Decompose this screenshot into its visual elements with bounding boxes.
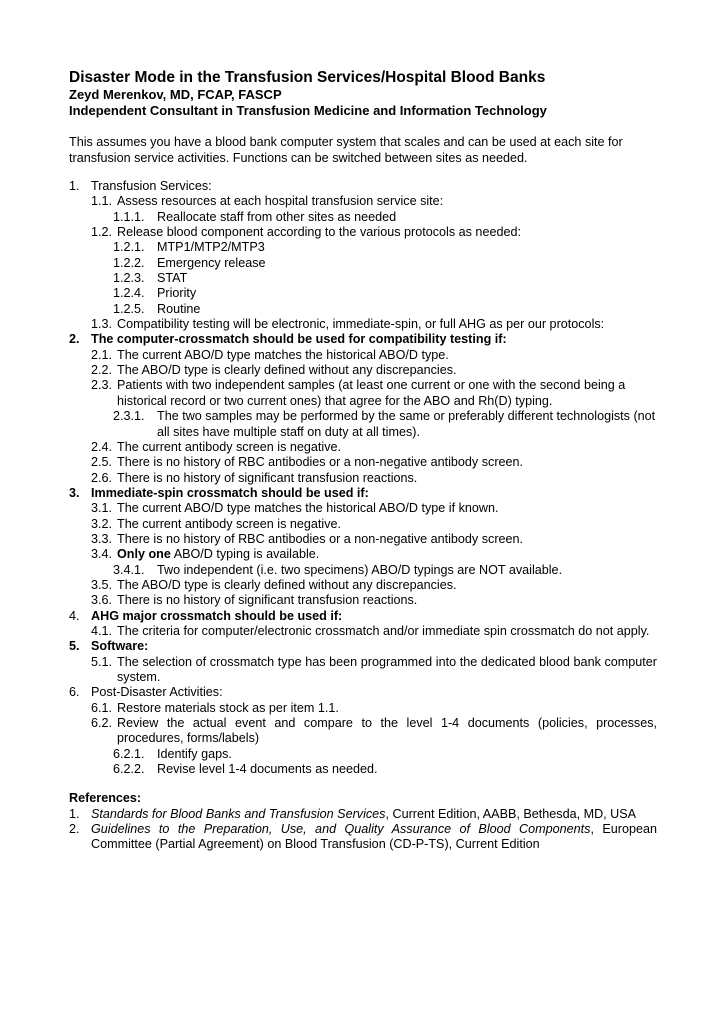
list-item bbox=[69, 593, 657, 608]
list-subitem bbox=[69, 286, 657, 301]
list-item bbox=[69, 440, 657, 455]
section-1-heading bbox=[69, 179, 657, 194]
subitem-text: Priority bbox=[157, 286, 197, 301]
item-number: 2.5. bbox=[91, 455, 113, 470]
subitem-number: 1.2.4. bbox=[113, 286, 145, 301]
item-number: 1.3. bbox=[91, 317, 113, 332]
item-number: 6.2. bbox=[91, 716, 113, 731]
subitem-number: 1.2.3. bbox=[113, 271, 145, 286]
section-2-heading bbox=[69, 332, 657, 347]
item-number: 5.1. bbox=[91, 654, 113, 669]
section-number: 1. bbox=[69, 179, 80, 193]
section-number: 2. bbox=[69, 332, 80, 347]
subitem-number: 1.1.1. bbox=[113, 209, 145, 224]
list-item bbox=[69, 225, 657, 240]
emphasis-text: Only one bbox=[117, 547, 171, 562]
document-author: Zeyd Merenkov, MD, FCAP, FASCP bbox=[69, 87, 282, 102]
document-title: Disaster Mode in the Transfusion Services/Hospital Blood Banks bbox=[69, 69, 546, 86]
section-number: 4. bbox=[69, 608, 80, 623]
item-text: Restore materials stock as per item 1.1. bbox=[117, 700, 339, 715]
item-text: There is no history of significant transfusion reactions. bbox=[117, 470, 418, 485]
section-number: 6. bbox=[69, 685, 80, 700]
list-item bbox=[69, 624, 657, 639]
item-number: 2.2. bbox=[91, 363, 113, 378]
item-text: Release blood component according to the various protocols as needed: bbox=[117, 225, 521, 240]
subitem-text: Revise level 1-4 documents as needed. bbox=[157, 762, 378, 777]
references-heading: References: bbox=[69, 791, 142, 806]
document-page bbox=[69, 68, 657, 853]
subitem-text: Two independent (i.e. two specimens) ABO/D typings are NOT available. bbox=[157, 562, 563, 577]
subitem-text: Reallocate staff from other sites as needed bbox=[157, 209, 397, 224]
item-number: 3.5. bbox=[91, 577, 113, 592]
list-item bbox=[69, 501, 657, 516]
item-text: The current antibody screen is negative. bbox=[117, 516, 342, 531]
item-text: There is no history of RBC antibodies or a non-negative antibody screen. bbox=[117, 531, 524, 546]
list-item bbox=[69, 547, 657, 562]
item-text: There is no history of significant transfusion reactions. bbox=[117, 593, 418, 608]
item-text: Compatibility testing will be electronic, immediate-spin, or full AHG as per our protocols: bbox=[117, 317, 605, 332]
subitem-text: MTP1/MTP2/MTP3 bbox=[157, 240, 265, 255]
list-item bbox=[69, 578, 657, 593]
item-text-rest: ABO/D typing is available. bbox=[170, 547, 320, 562]
list-item bbox=[69, 517, 657, 532]
item-text: Patients with two independent samples (at least one current or one with the second being a historical record or two current ones) that agree for the ABO and Rh(D) typing. bbox=[117, 378, 626, 408]
item-number: 3.1. bbox=[91, 501, 113, 516]
subitem-number: 6.2.2. bbox=[113, 762, 145, 777]
list-item bbox=[69, 194, 657, 209]
document-affiliation: Independent Consultant in Transfusion Medicine and Information Technology bbox=[69, 103, 547, 118]
list-item bbox=[69, 378, 657, 409]
section-label: AHG major crossmatch should be used if: bbox=[91, 608, 343, 623]
reference-title: Guidelines to the Preparation, Use, and Quality Assurance of Blood Components bbox=[91, 822, 591, 837]
section-label: Immediate-spin crossmatch should be used if: bbox=[91, 485, 369, 500]
subitem-number: 1.2.2. bbox=[113, 255, 145, 270]
section-label: Transfusion Services: bbox=[91, 179, 212, 193]
item-text: The current antibody screen is negative. bbox=[117, 439, 342, 454]
item-text: There is no history of RBC antibodies or a non-negative antibody screen. bbox=[117, 455, 524, 470]
reference-item bbox=[69, 807, 657, 822]
subitem-text: Identify gaps. bbox=[157, 746, 232, 761]
section-label: The computer-crossmatch should be used for compatibility testing if: bbox=[91, 332, 507, 347]
item-number: 6.1. bbox=[91, 700, 113, 715]
subitem-text: The two samples may be performed by the same or preferably different technologists (not all sites have multiple staff on duty at all times). bbox=[157, 409, 656, 439]
subitem-number: 1.2.1. bbox=[113, 240, 145, 255]
list-subitem bbox=[69, 409, 657, 440]
section-6-heading bbox=[69, 685, 657, 700]
subitem-number: 3.4.1. bbox=[113, 562, 145, 577]
list-item bbox=[69, 716, 657, 747]
subitem-text: Routine bbox=[157, 301, 201, 316]
item-number: 3.4. bbox=[91, 547, 113, 562]
subitem-text: STAT bbox=[157, 271, 188, 286]
list-subitem bbox=[69, 747, 657, 762]
item-text: The current ABO/D type matches the historical ABO/D type if known. bbox=[117, 501, 499, 516]
intro-paragraph: This assumes you have a blood bank computer system that scales and can be used at each site for transfusion service activities. Functions can be switched between sites as needed. bbox=[69, 135, 623, 165]
item-number: 2.4. bbox=[91, 439, 113, 454]
item-number: 1.1. bbox=[91, 194, 113, 209]
list-item bbox=[69, 348, 657, 363]
list-subitem bbox=[69, 210, 657, 225]
item-number: 3.2. bbox=[91, 516, 113, 531]
reference-details: , Current Edition, AABB, Bethesda, MD, USA bbox=[385, 806, 637, 821]
section-label: Software: bbox=[91, 639, 149, 654]
item-text bbox=[69, 547, 657, 562]
reference-details: , European Committee (Partial Agreement) on Blood Transfusion (CD-P-TS), Current Edition bbox=[91, 822, 657, 852]
section-label: Post-Disaster Activities: bbox=[91, 685, 223, 700]
list-subitem bbox=[69, 271, 657, 286]
reference-text bbox=[69, 807, 657, 822]
subitem-text: Emergency release bbox=[157, 255, 266, 270]
list-subitem bbox=[69, 256, 657, 271]
item-text: Review the actual event and compare to the level 1-4 documents (policies, processes, procedures, forms/labels) bbox=[117, 716, 657, 746]
item-number: 2.3. bbox=[91, 378, 113, 393]
section-number: 3. bbox=[69, 485, 80, 500]
subitem-number: 1.2.5. bbox=[113, 301, 145, 316]
list-subitem bbox=[69, 563, 657, 578]
item-number: 3.6. bbox=[91, 593, 113, 608]
item-text: The ABO/D type is clearly defined without any discrepancies. bbox=[117, 363, 457, 378]
reference-number: 2. bbox=[69, 822, 80, 837]
item-number: 3.3. bbox=[91, 531, 113, 546]
reference-item bbox=[69, 822, 657, 853]
outline bbox=[69, 179, 657, 853]
reference-text bbox=[69, 822, 657, 853]
section-number: 5. bbox=[69, 639, 80, 654]
list-item bbox=[69, 471, 657, 486]
item-text: The ABO/D type is clearly defined without any discrepancies. bbox=[117, 577, 457, 592]
list-subitem bbox=[69, 762, 657, 777]
item-number: 2.1. bbox=[91, 347, 113, 362]
subitem-number: 6.2.1. bbox=[113, 746, 145, 761]
item-text: Assess resources at each hospital transfusion service site: bbox=[117, 194, 444, 209]
item-text: The current ABO/D type matches the historical ABO/D type. bbox=[117, 347, 449, 362]
section-5-heading bbox=[69, 639, 657, 654]
list-item bbox=[69, 701, 657, 716]
reference-number: 1. bbox=[69, 806, 80, 821]
list-item bbox=[69, 363, 657, 378]
list-item bbox=[69, 655, 657, 686]
item-text: The criteria for computer/electronic crossmatch and/or immediate spin crossmatch do not apply. bbox=[117, 623, 650, 638]
list-subitem bbox=[69, 240, 657, 255]
subitem-number: 2.3.1. bbox=[113, 409, 145, 424]
item-number: 1.2. bbox=[91, 225, 113, 240]
item-text: The selection of crossmatch type has been programmed into the dedicated blood bank computer system. bbox=[117, 654, 657, 684]
list-item bbox=[69, 532, 657, 547]
item-number: 2.6. bbox=[91, 470, 113, 485]
list-subitem bbox=[69, 302, 657, 317]
list-item bbox=[69, 317, 657, 332]
section-3-heading bbox=[69, 486, 657, 501]
section-4-heading bbox=[69, 609, 657, 624]
list-item bbox=[69, 455, 657, 470]
reference-title: Standards for Blood Banks and Transfusion Services bbox=[91, 806, 386, 821]
item-number: 4.1. bbox=[91, 623, 113, 638]
